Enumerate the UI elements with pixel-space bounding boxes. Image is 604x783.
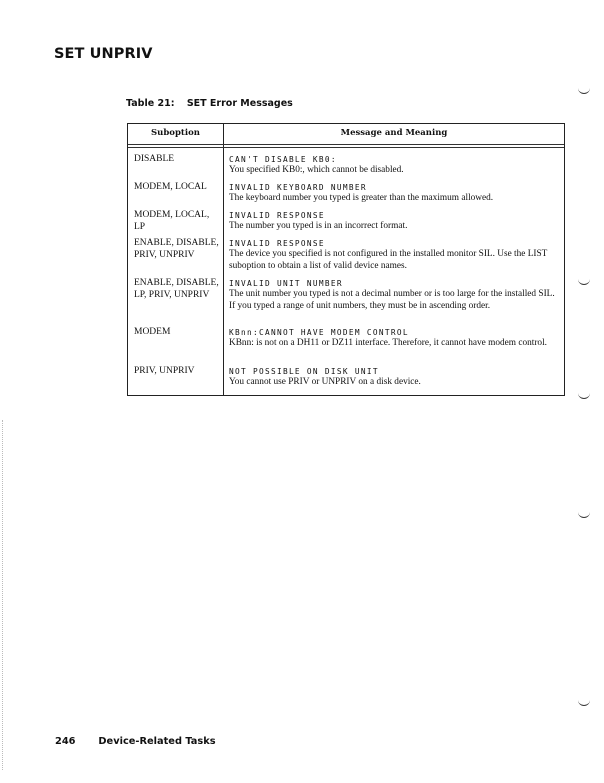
error-code: KBnn:CANNOT HAVE MODEM CONTROL (229, 328, 409, 337)
header-message-and-meaning: Message and Meaning (340, 128, 448, 138)
table-header-row (128, 124, 564, 142)
row-suboption: ENABLE, DISABLE, LP, PRIV, UNPRIV (134, 278, 219, 300)
row-suboption: ENABLE, DISABLE, PRIV, UNPRIV (134, 238, 219, 260)
row-suboption: MODEM, LOCAL (134, 182, 207, 192)
error-meaning: You cannot use PRIV or UNPRIV on a disk device. (229, 377, 421, 387)
error-messages-table (127, 123, 565, 396)
section-title: SET UNPRIV (54, 46, 153, 62)
table-number: Table 21: (126, 98, 175, 109)
row-message (229, 366, 558, 389)
error-meaning: You specified KB0:, which cannot be disabled. (229, 165, 404, 175)
error-code: INVALID UNIT NUMBER (229, 279, 343, 288)
error-code: INVALID KEYBOARD NUMBER (229, 183, 367, 192)
row-message (229, 182, 558, 205)
page-footer (55, 736, 216, 747)
binder-hole-mark (578, 512, 590, 518)
error-meaning: KBnn: is not on a DH11 or DZ11 interface. Therefore, it cannot have modem control. (229, 338, 547, 348)
row-suboption: MODEM (134, 327, 171, 337)
header-rule (128, 144, 564, 145)
error-meaning: The keyboard number you typed is greater than the maximum allowed. (229, 193, 494, 203)
table-caption-text: SET Error Messages (186, 98, 293, 109)
chapter-title: Device-Related Tasks (98, 736, 216, 747)
error-code: NOT POSSIBLE ON DISK UNIT (229, 367, 379, 376)
column-divider (223, 124, 224, 395)
binder-hole-mark (578, 279, 590, 285)
binder-hole-mark (578, 700, 590, 706)
row-message (229, 327, 558, 350)
error-meaning: The unit number you typed is not a decimal number or is too large for the installed SIL. If you typed a range of unit numbers, they must be in ascending order. (229, 289, 555, 311)
row-message (229, 278, 558, 312)
row-message (229, 210, 558, 233)
header-rule (128, 147, 564, 148)
table-caption (126, 98, 293, 109)
error-code: CAN'T DISABLE KB0: (229, 155, 337, 164)
row-message (229, 154, 558, 177)
page-number: 246 (55, 736, 76, 747)
error-code: INVALID RESPONSE (229, 211, 325, 220)
row-suboption: MODEM, LOCAL, LP (134, 210, 210, 232)
error-meaning: The device you specified is not configured in the installed monitor SIL. Use the LIST suboption to obtain a list of valid device names. (229, 249, 548, 271)
error-code: INVALID RESPONSE (229, 239, 325, 248)
binder-hole-mark (578, 393, 590, 399)
header-suboption: Suboption (151, 128, 200, 138)
binder-hole-mark (578, 88, 590, 94)
row-suboption: PRIV, UNPRIV (134, 366, 195, 376)
row-suboption: DISABLE (134, 154, 175, 164)
error-meaning: The number you typed is in an incorrect format. (229, 221, 408, 231)
row-message (229, 238, 558, 272)
page-edge-scan-artifact (2, 420, 4, 770)
